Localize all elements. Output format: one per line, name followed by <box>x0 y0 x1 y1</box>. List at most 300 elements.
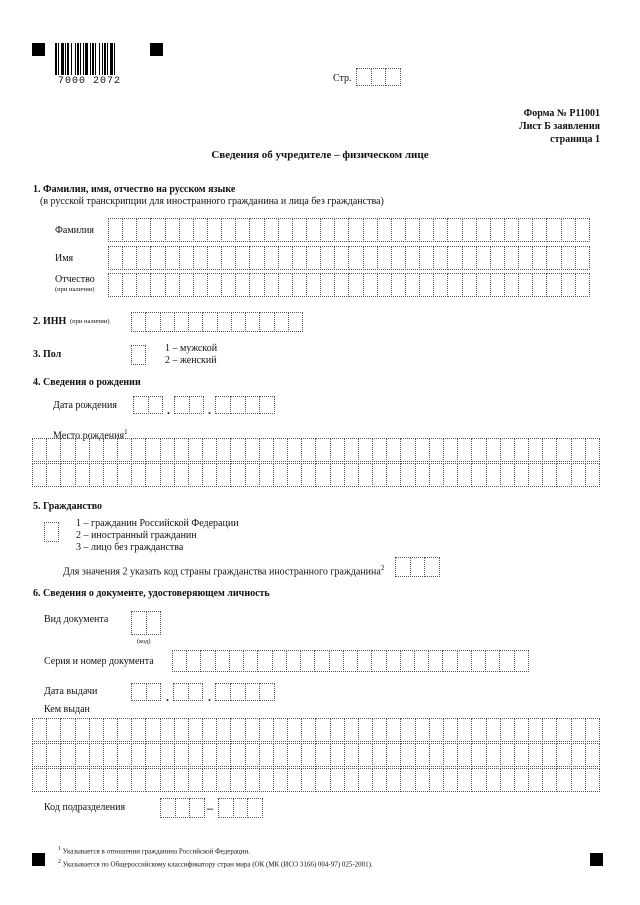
char-cell[interactable] <box>301 768 316 792</box>
char-cell[interactable] <box>429 743 444 767</box>
char-cell[interactable] <box>585 768 600 792</box>
patronymic-field[interactable] <box>108 273 590 297</box>
char-cell[interactable] <box>264 218 279 242</box>
char-cell[interactable] <box>89 743 104 767</box>
char-cell[interactable] <box>150 273 165 297</box>
char-cell[interactable] <box>175 798 191 818</box>
char-cell[interactable] <box>485 650 500 672</box>
char-cell[interactable] <box>344 718 359 742</box>
char-cell[interactable] <box>315 438 330 462</box>
char-cell[interactable] <box>405 218 420 242</box>
char-cell[interactable] <box>216 768 231 792</box>
char-cell[interactable] <box>330 718 345 742</box>
char-cell[interactable] <box>476 273 491 297</box>
char-cell[interactable] <box>377 246 392 270</box>
char-cell[interactable] <box>32 768 47 792</box>
char-cell[interactable] <box>490 218 505 242</box>
char-cell[interactable] <box>486 768 501 792</box>
char-cell[interactable] <box>46 743 61 767</box>
char-cell[interactable] <box>377 218 392 242</box>
char-cell[interactable] <box>259 683 275 701</box>
char-cell[interactable] <box>443 438 458 462</box>
char-cell[interactable] <box>486 463 501 487</box>
char-cell[interactable] <box>528 718 543 742</box>
char-cell[interactable] <box>575 218 590 242</box>
gender-field[interactable] <box>131 345 146 365</box>
char-cell[interactable] <box>188 683 204 701</box>
char-cell[interactable] <box>575 273 590 297</box>
char-cell[interactable] <box>202 312 217 332</box>
char-cell[interactable] <box>172 650 187 672</box>
char-cell[interactable] <box>415 463 430 487</box>
char-cell[interactable] <box>131 683 147 701</box>
char-cell[interactable] <box>122 246 137 270</box>
char-cell[interactable] <box>514 438 529 462</box>
char-cell[interactable] <box>174 312 189 332</box>
char-cell[interactable] <box>145 718 160 742</box>
char-cell[interactable] <box>344 768 359 792</box>
char-cell[interactable] <box>231 312 246 332</box>
char-cell[interactable] <box>447 246 462 270</box>
char-cell[interactable] <box>424 557 440 577</box>
char-cell[interactable] <box>419 246 434 270</box>
char-cell[interactable] <box>499 650 514 672</box>
char-cell[interactable] <box>395 557 411 577</box>
char-cell[interactable] <box>259 438 274 462</box>
char-cell[interactable] <box>528 743 543 767</box>
char-cell[interactable] <box>330 463 345 487</box>
char-cell[interactable] <box>329 650 344 672</box>
char-cell[interactable] <box>174 438 189 462</box>
char-cell[interactable] <box>518 273 533 297</box>
char-cell[interactable] <box>174 743 189 767</box>
char-cell[interactable] <box>150 218 165 242</box>
char-cell[interactable] <box>287 718 302 742</box>
char-cell[interactable] <box>75 718 90 742</box>
char-cell[interactable] <box>363 273 378 297</box>
char-cell[interactable] <box>230 463 245 487</box>
char-cell[interactable] <box>348 246 363 270</box>
char-cell[interactable] <box>273 463 288 487</box>
char-cell[interactable] <box>60 463 75 487</box>
issued-by-field-row-2[interactable] <box>32 743 600 767</box>
char-cell[interactable] <box>306 246 321 270</box>
char-cell[interactable] <box>419 273 434 297</box>
char-cell[interactable] <box>230 768 245 792</box>
char-cell[interactable] <box>504 218 519 242</box>
char-cell[interactable] <box>400 718 415 742</box>
char-cell[interactable] <box>415 438 430 462</box>
char-cell[interactable] <box>32 743 47 767</box>
char-cell[interactable] <box>44 522 59 542</box>
char-cell[interactable] <box>259 396 275 414</box>
char-cell[interactable] <box>218 798 234 818</box>
char-cell[interactable] <box>358 768 373 792</box>
char-cell[interactable] <box>528 768 543 792</box>
char-cell[interactable] <box>145 768 160 792</box>
char-cell[interactable] <box>471 743 486 767</box>
division-code-part-1[interactable] <box>160 798 205 818</box>
char-cell[interactable] <box>230 438 245 462</box>
char-cell[interactable] <box>433 218 448 242</box>
birth-day-field[interactable] <box>133 396 163 414</box>
char-cell[interactable] <box>358 718 373 742</box>
char-cell[interactable] <box>108 218 123 242</box>
char-cell[interactable] <box>486 438 501 462</box>
char-cell[interactable] <box>356 68 372 86</box>
char-cell[interactable] <box>278 246 293 270</box>
char-cell[interactable] <box>245 312 260 332</box>
char-cell[interactable] <box>571 438 586 462</box>
char-cell[interactable] <box>131 345 146 365</box>
char-cell[interactable] <box>443 718 458 742</box>
char-cell[interactable] <box>131 611 147 635</box>
char-cell[interactable] <box>46 718 61 742</box>
char-cell[interactable] <box>571 768 586 792</box>
char-cell[interactable] <box>103 768 118 792</box>
char-cell[interactable] <box>334 273 349 297</box>
char-cell[interactable] <box>386 438 401 462</box>
char-cell[interactable] <box>136 218 151 242</box>
char-cell[interactable] <box>230 743 245 767</box>
char-cell[interactable] <box>46 438 61 462</box>
char-cell[interactable] <box>471 718 486 742</box>
char-cell[interactable] <box>278 218 293 242</box>
char-cell[interactable] <box>443 463 458 487</box>
char-cell[interactable] <box>131 312 146 332</box>
char-cell[interactable] <box>160 743 175 767</box>
birth-place-field-row-2[interactable] <box>32 463 600 487</box>
char-cell[interactable] <box>215 683 231 701</box>
char-cell[interactable] <box>556 438 571 462</box>
char-cell[interactable] <box>188 438 203 462</box>
char-cell[interactable] <box>372 768 387 792</box>
char-cell[interactable] <box>117 718 132 742</box>
char-cell[interactable] <box>145 463 160 487</box>
char-cell[interactable] <box>230 396 246 414</box>
char-cell[interactable] <box>32 438 47 462</box>
char-cell[interactable] <box>278 273 293 297</box>
char-cell[interactable] <box>287 438 302 462</box>
char-cell[interactable] <box>429 463 444 487</box>
char-cell[interactable] <box>292 218 307 242</box>
char-cell[interactable] <box>160 312 175 332</box>
char-cell[interactable] <box>249 218 264 242</box>
char-cell[interactable] <box>391 273 406 297</box>
char-cell[interactable] <box>556 463 571 487</box>
char-cell[interactable] <box>400 463 415 487</box>
char-cell[interactable] <box>442 650 457 672</box>
char-cell[interactable] <box>287 768 302 792</box>
char-cell[interactable] <box>75 768 90 792</box>
char-cell[interactable] <box>330 438 345 462</box>
char-cell[interactable] <box>471 463 486 487</box>
char-cell[interactable] <box>287 743 302 767</box>
char-cell[interactable] <box>150 246 165 270</box>
char-cell[interactable] <box>320 246 335 270</box>
char-cell[interactable] <box>561 273 576 297</box>
char-cell[interactable] <box>292 246 307 270</box>
char-cell[interactable] <box>301 718 316 742</box>
char-cell[interactable] <box>60 438 75 462</box>
char-cell[interactable] <box>216 438 231 462</box>
char-cell[interactable] <box>273 743 288 767</box>
char-cell[interactable] <box>415 768 430 792</box>
char-cell[interactable] <box>518 246 533 270</box>
char-cell[interactable] <box>306 273 321 297</box>
char-cell[interactable] <box>532 218 547 242</box>
char-cell[interactable] <box>207 218 222 242</box>
char-cell[interactable] <box>117 438 132 462</box>
char-cell[interactable] <box>419 218 434 242</box>
char-cell[interactable] <box>571 743 586 767</box>
char-cell[interactable] <box>46 463 61 487</box>
char-cell[interactable] <box>306 218 321 242</box>
char-cell[interactable] <box>490 246 505 270</box>
char-cell[interactable] <box>471 650 486 672</box>
char-cell[interactable] <box>122 218 137 242</box>
char-cell[interactable] <box>542 463 557 487</box>
char-cell[interactable] <box>386 718 401 742</box>
char-cell[interactable] <box>215 396 231 414</box>
char-cell[interactable] <box>371 68 387 86</box>
char-cell[interactable] <box>385 68 401 86</box>
char-cell[interactable] <box>179 218 194 242</box>
char-cell[interactable] <box>273 718 288 742</box>
char-cell[interactable] <box>233 798 249 818</box>
char-cell[interactable] <box>215 650 230 672</box>
char-cell[interactable] <box>131 463 146 487</box>
char-cell[interactable] <box>173 683 189 701</box>
char-cell[interactable] <box>32 718 47 742</box>
char-cell[interactable] <box>245 463 260 487</box>
char-cell[interactable] <box>330 743 345 767</box>
char-cell[interactable] <box>136 273 151 297</box>
char-cell[interactable] <box>575 246 590 270</box>
char-cell[interactable] <box>344 463 359 487</box>
char-cell[interactable] <box>457 743 472 767</box>
char-cell[interactable] <box>532 273 547 297</box>
char-cell[interactable] <box>457 768 472 792</box>
char-cell[interactable] <box>103 743 118 767</box>
char-cell[interactable] <box>174 768 189 792</box>
char-cell[interactable] <box>405 273 420 297</box>
issue-year-field[interactable] <box>215 683 275 701</box>
char-cell[interactable] <box>556 743 571 767</box>
char-cell[interactable] <box>200 650 215 672</box>
char-cell[interactable] <box>371 650 386 672</box>
char-cell[interactable] <box>486 718 501 742</box>
char-cell[interactable] <box>443 743 458 767</box>
char-cell[interactable] <box>131 768 146 792</box>
char-cell[interactable] <box>334 246 349 270</box>
char-cell[interactable] <box>386 768 401 792</box>
char-cell[interactable] <box>556 718 571 742</box>
country-code-field[interactable] <box>395 557 440 577</box>
char-cell[interactable] <box>131 718 146 742</box>
char-cell[interactable] <box>257 650 272 672</box>
birth-place-field-row-1[interactable] <box>32 438 600 462</box>
char-cell[interactable] <box>89 768 104 792</box>
char-cell[interactable] <box>247 798 263 818</box>
char-cell[interactable] <box>235 218 250 242</box>
char-cell[interactable] <box>415 718 430 742</box>
char-cell[interactable] <box>315 743 330 767</box>
char-cell[interactable] <box>400 650 415 672</box>
char-cell[interactable] <box>391 246 406 270</box>
char-cell[interactable] <box>174 396 190 414</box>
char-cell[interactable] <box>514 650 529 672</box>
char-cell[interactable] <box>160 798 176 818</box>
char-cell[interactable] <box>344 743 359 767</box>
char-cell[interactable] <box>103 718 118 742</box>
char-cell[interactable] <box>546 246 561 270</box>
char-cell[interactable] <box>193 218 208 242</box>
char-cell[interactable] <box>300 650 315 672</box>
char-cell[interactable] <box>462 218 477 242</box>
citizenship-field[interactable] <box>44 522 59 542</box>
char-cell[interactable] <box>202 743 217 767</box>
char-cell[interactable] <box>245 718 260 742</box>
char-cell[interactable] <box>414 650 429 672</box>
char-cell[interactable] <box>429 438 444 462</box>
char-cell[interactable] <box>500 438 515 462</box>
char-cell[interactable] <box>585 718 600 742</box>
doc-type-field[interactable] <box>131 611 161 635</box>
char-cell[interactable] <box>546 218 561 242</box>
char-cell[interactable] <box>193 246 208 270</box>
char-cell[interactable] <box>504 246 519 270</box>
char-cell[interactable] <box>471 438 486 462</box>
char-cell[interactable] <box>145 312 160 332</box>
char-cell[interactable] <box>188 463 203 487</box>
char-cell[interactable] <box>301 438 316 462</box>
char-cell[interactable] <box>245 768 260 792</box>
char-cell[interactable] <box>532 246 547 270</box>
char-cell[interactable] <box>108 246 123 270</box>
char-cell[interactable] <box>471 768 486 792</box>
char-cell[interactable] <box>514 718 529 742</box>
char-cell[interactable] <box>363 246 378 270</box>
char-cell[interactable] <box>216 718 231 742</box>
char-cell[interactable] <box>160 768 175 792</box>
char-cell[interactable] <box>514 743 529 767</box>
char-cell[interactable] <box>60 718 75 742</box>
char-cell[interactable] <box>400 438 415 462</box>
char-cell[interactable] <box>245 743 260 767</box>
char-cell[interactable] <box>386 463 401 487</box>
char-cell[interactable] <box>334 218 349 242</box>
char-cell[interactable] <box>216 743 231 767</box>
char-cell[interactable] <box>189 798 205 818</box>
char-cell[interactable] <box>131 438 146 462</box>
char-cell[interactable] <box>457 718 472 742</box>
char-cell[interactable] <box>230 718 245 742</box>
char-cell[interactable] <box>561 246 576 270</box>
char-cell[interactable] <box>518 218 533 242</box>
char-cell[interactable] <box>542 768 557 792</box>
char-cell[interactable] <box>202 438 217 462</box>
char-cell[interactable] <box>490 273 505 297</box>
char-cell[interactable] <box>514 463 529 487</box>
char-cell[interactable] <box>103 438 118 462</box>
issue-day-field[interactable] <box>131 683 161 701</box>
char-cell[interactable] <box>348 273 363 297</box>
char-cell[interactable] <box>89 718 104 742</box>
char-cell[interactable] <box>320 273 335 297</box>
char-cell[interactable] <box>117 768 132 792</box>
char-cell[interactable] <box>528 438 543 462</box>
char-cell[interactable] <box>292 273 307 297</box>
char-cell[interactable] <box>32 463 47 487</box>
char-cell[interactable] <box>103 463 118 487</box>
char-cell[interactable] <box>457 650 472 672</box>
char-cell[interactable] <box>314 650 329 672</box>
char-cell[interactable] <box>500 768 515 792</box>
char-cell[interactable] <box>75 463 90 487</box>
issue-month-field[interactable] <box>173 683 203 701</box>
char-cell[interactable] <box>259 312 274 332</box>
char-cell[interactable] <box>462 246 477 270</box>
char-cell[interactable] <box>301 463 316 487</box>
char-cell[interactable] <box>542 718 557 742</box>
char-cell[interactable] <box>188 718 203 742</box>
char-cell[interactable] <box>75 743 90 767</box>
char-cell[interactable] <box>193 273 208 297</box>
char-cell[interactable] <box>288 312 303 332</box>
char-cell[interactable] <box>457 463 472 487</box>
char-cell[interactable] <box>217 312 232 332</box>
char-cell[interactable] <box>405 246 420 270</box>
char-cell[interactable] <box>429 768 444 792</box>
char-cell[interactable] <box>344 438 359 462</box>
char-cell[interactable] <box>457 438 472 462</box>
char-cell[interactable] <box>286 650 301 672</box>
char-cell[interactable] <box>174 718 189 742</box>
issued-by-field-row-3[interactable] <box>32 768 600 792</box>
inn-field[interactable] <box>131 312 303 332</box>
char-cell[interactable] <box>315 718 330 742</box>
char-cell[interactable] <box>186 650 201 672</box>
char-cell[interactable] <box>429 718 444 742</box>
char-cell[interactable] <box>358 438 373 462</box>
char-cell[interactable] <box>433 273 448 297</box>
char-cell[interactable] <box>264 246 279 270</box>
series-number-field[interactable] <box>172 650 529 672</box>
char-cell[interactable] <box>259 768 274 792</box>
char-cell[interactable] <box>60 768 75 792</box>
char-cell[interactable] <box>174 463 189 487</box>
char-cell[interactable] <box>189 396 205 414</box>
char-cell[interactable] <box>428 650 443 672</box>
char-cell[interactable] <box>235 246 250 270</box>
char-cell[interactable] <box>546 273 561 297</box>
char-cell[interactable] <box>122 273 137 297</box>
char-cell[interactable] <box>486 743 501 767</box>
char-cell[interactable] <box>165 273 180 297</box>
char-cell[interactable] <box>117 743 132 767</box>
char-cell[interactable] <box>363 218 378 242</box>
birth-month-field[interactable] <box>174 396 204 414</box>
char-cell[interactable] <box>571 718 586 742</box>
char-cell[interactable] <box>287 463 302 487</box>
char-cell[interactable] <box>136 246 151 270</box>
char-cell[interactable] <box>249 246 264 270</box>
char-cell[interactable] <box>500 463 515 487</box>
char-cell[interactable] <box>357 650 372 672</box>
char-cell[interactable] <box>500 718 515 742</box>
birth-year-field[interactable] <box>215 396 275 414</box>
